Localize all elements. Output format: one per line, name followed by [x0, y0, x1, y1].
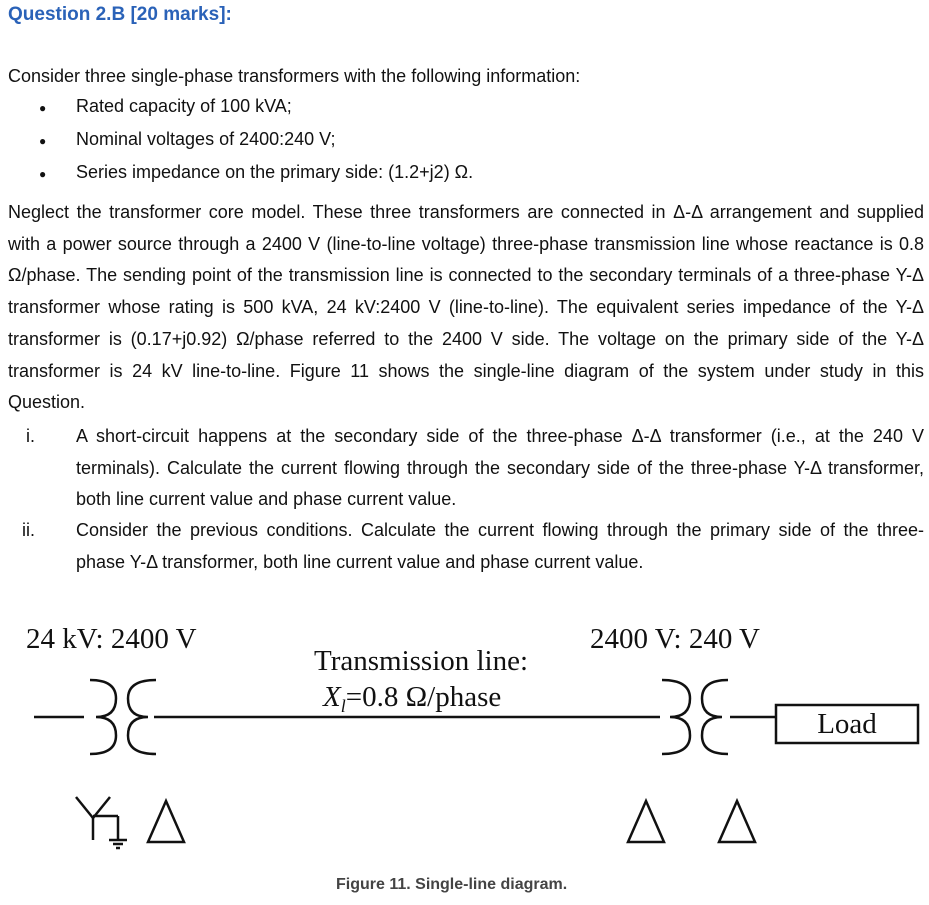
sub-question-number: i.: [26, 426, 35, 446]
single-line-diagram: [0, 600, 929, 880]
sub-question-number: ii.: [22, 520, 35, 540]
line-reactance-label: [322, 681, 501, 716]
right-transformer-rating: 2400 V: 240 V: [590, 623, 760, 655]
wye-grounded-icon: [76, 797, 127, 848]
load-label: Load: [817, 708, 877, 740]
transmission-line-label: Transmission line:: [314, 645, 529, 677]
delta-icon: [719, 801, 755, 842]
reactance-symbol: X: [323, 681, 341, 713]
sub-question-text: Consider the previous conditions. Calculate the current flowing through the primary side of the three-phase Y-Δ transformer, both line current value and phase current value.: [76, 520, 924, 572]
list-item: ● Nominal voltages of 2400:240 V;: [8, 129, 473, 162]
list-item: ● Series impedance on the primary side: (1.2+j2) Ω.: [8, 162, 473, 195]
intro-text: Consider three single-phase transformers with the following information:: [8, 66, 581, 86]
spec-list: [8, 96, 473, 195]
sub-question-i: [8, 421, 924, 516]
figure-caption: Figure 11. Single-line diagram.: [336, 876, 568, 893]
sub-question-ii: [8, 515, 924, 578]
left-transformer-rating: 24 kV: 2400 V: [26, 623, 197, 655]
right-transformer-symbol: [662, 680, 728, 754]
list-item: ● Rated capacity of 100 kVA;: [8, 96, 473, 129]
reactance-value: =0.8 Ω/phase: [345, 681, 502, 713]
problem-paragraph: Neglect the transformer core model. These three transformers are connected in Δ-Δ arrangement and supplied with a power source through a 2400 V (line-to-line voltage) three-phase transmission line whose reactance is 0.8 Ω/phase. The sending point of the transmission line is connected to the secondary terminals of a three-phase Y-Δ transformer whose rating is 500 kVA, 24 kV:2400 V (line-to-line). The equivalent series impedance of the Y-Δ transformer is (0.17+j0.92) Ω/phase referred to the 2400 V side. The voltage on the primary side of the Y-Δ transformer is 24 kV line-to-line. Figure 11 shows the single-line diagram of the system under study in this Question.: [8, 202, 924, 413]
delta-icon: [628, 801, 664, 842]
delta-icon: [148, 801, 184, 842]
sub-question-text: A short-circuit happens at the secondary side of the three-phase Δ-Δ transformer (i.e., at the 240 V terminals). Calculate the current flowing through the secondary side of the three-phase Y-Δ transformer, both line current value and phase current value.: [76, 426, 924, 509]
reactance-subscript: l: [340, 696, 346, 716]
question-heading: Question 2.B [20 marks]:: [8, 4, 232, 25]
left-transformer-symbol: [90, 680, 156, 754]
